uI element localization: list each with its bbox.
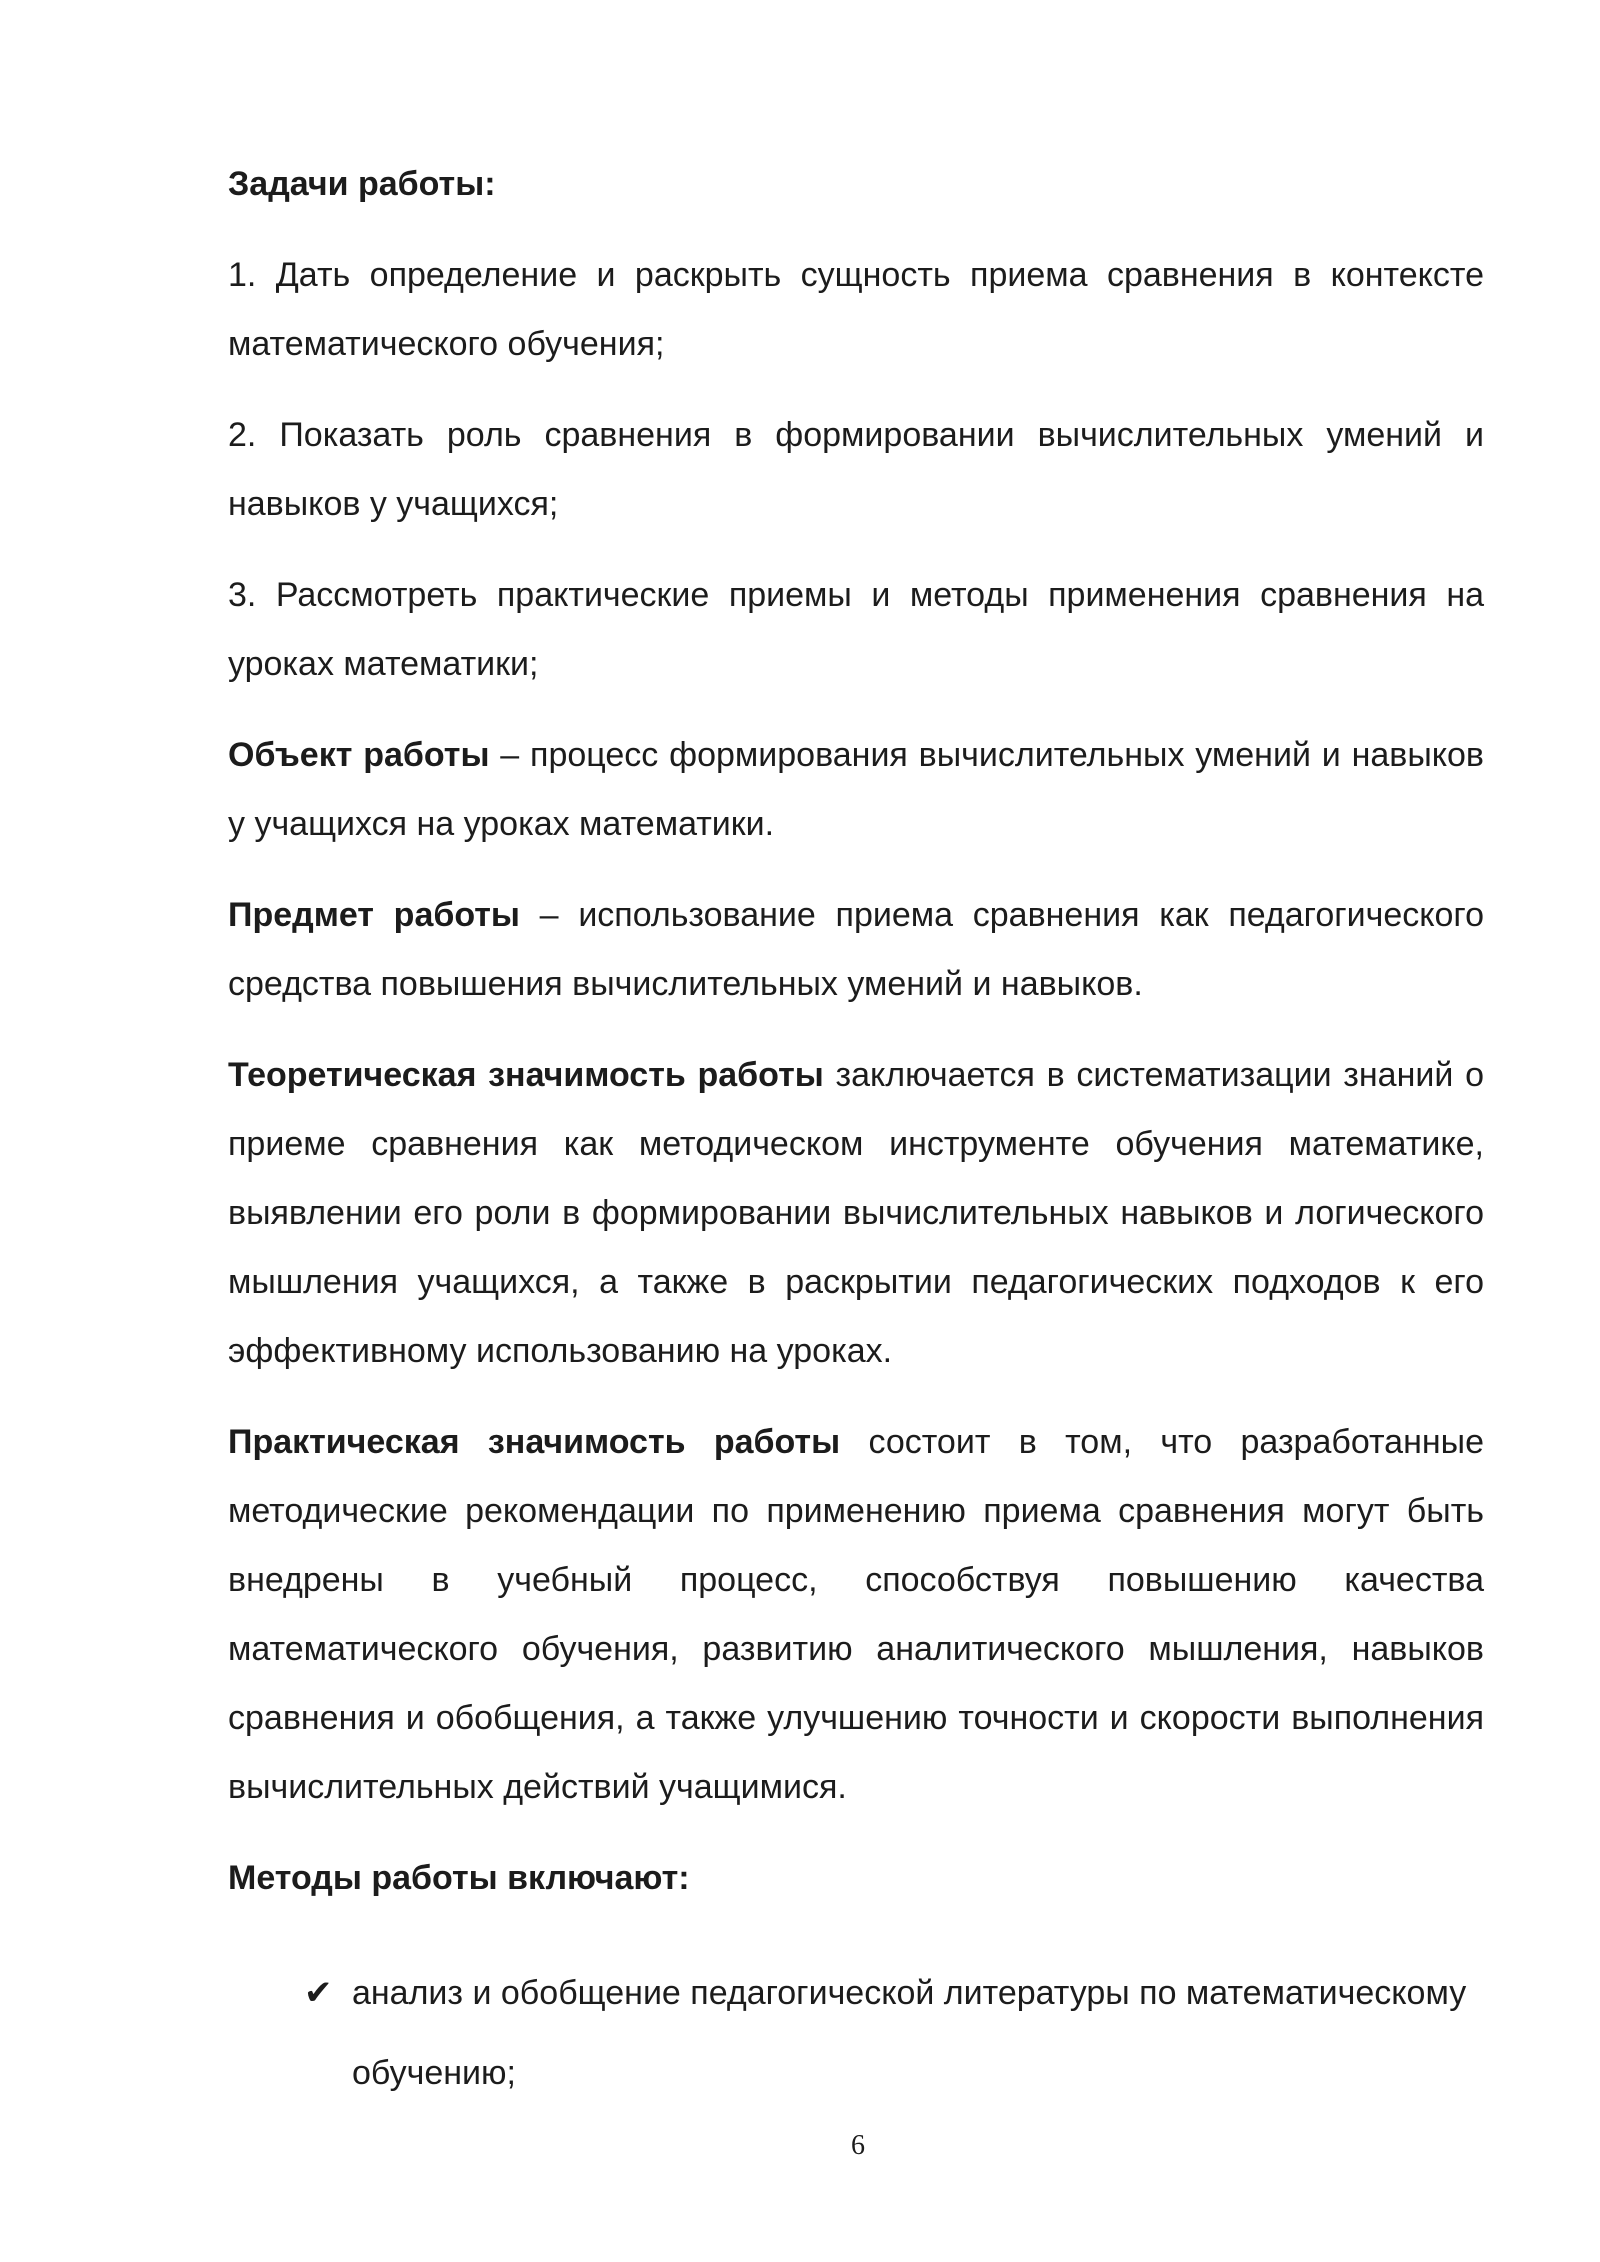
practice-label: Практическая значимость работы [228,1423,841,1461]
subject-label: Предмет работы [228,896,520,934]
task-item-1: 1. Дать определение и раскрыть сущность приема сравнения в контексте математического обучения; [228,256,1484,363]
task-item-3: 3. Рассмотреть практические приемы и методы применения сравнения на уроках математики; [228,576,1484,683]
task-item-2: 2. Показать роль сравнения в формировании вычислительных умений и навыков у учащихся; [228,416,1484,523]
tasks-heading: Задачи работы: [228,165,496,203]
methods-heading: Методы работы включают: [228,1859,690,1897]
object-paragraph [228,721,1484,859]
checkmark-icon: ✔ [304,1974,333,2012]
methods-list [228,1953,1484,2113]
practice-text: состоит в том, что разработанные методические рекомендации по применению приема сравнения могут быть внедрены в учебный процесс, способствуя повышению качества математического обучения, развитию аналитического мышления, навыков сравнения и обобщения, а также улучшению точности и скорости выполнения вычислительных действий учащимися. [228,1423,1484,1806]
object-label: Объект работы [228,736,490,774]
theory-paragraph [228,1041,1484,1386]
object-text: – процесс формирования вычислительных умений и навыков у учащихся на уроках математики. [228,736,1484,843]
page-content [228,150,1484,2113]
methods-list-item [228,1953,1484,2113]
theory-text: заключается в систематизации знаний о приеме сравнения как методическом инструменте обучения математике, выявлении его роли в формировании вычислительных навыков и логического мышления учащихся, а также в раскрытии педагогических подходов к его эффективному использованию на уроках. [228,1056,1484,1370]
practice-paragraph [228,1408,1484,1822]
theory-label: Теоретическая значимость работы [228,1056,824,1094]
page-number: 6 [851,2130,865,2161]
subject-text: – использование приема сравнения как педагогического средства повышения вычислительных умений и навыков. [228,896,1484,1003]
subject-paragraph [228,881,1484,1019]
methods-item-text: анализ и обобщение педагогической литературы по математическому обучению; [352,1974,1467,2092]
